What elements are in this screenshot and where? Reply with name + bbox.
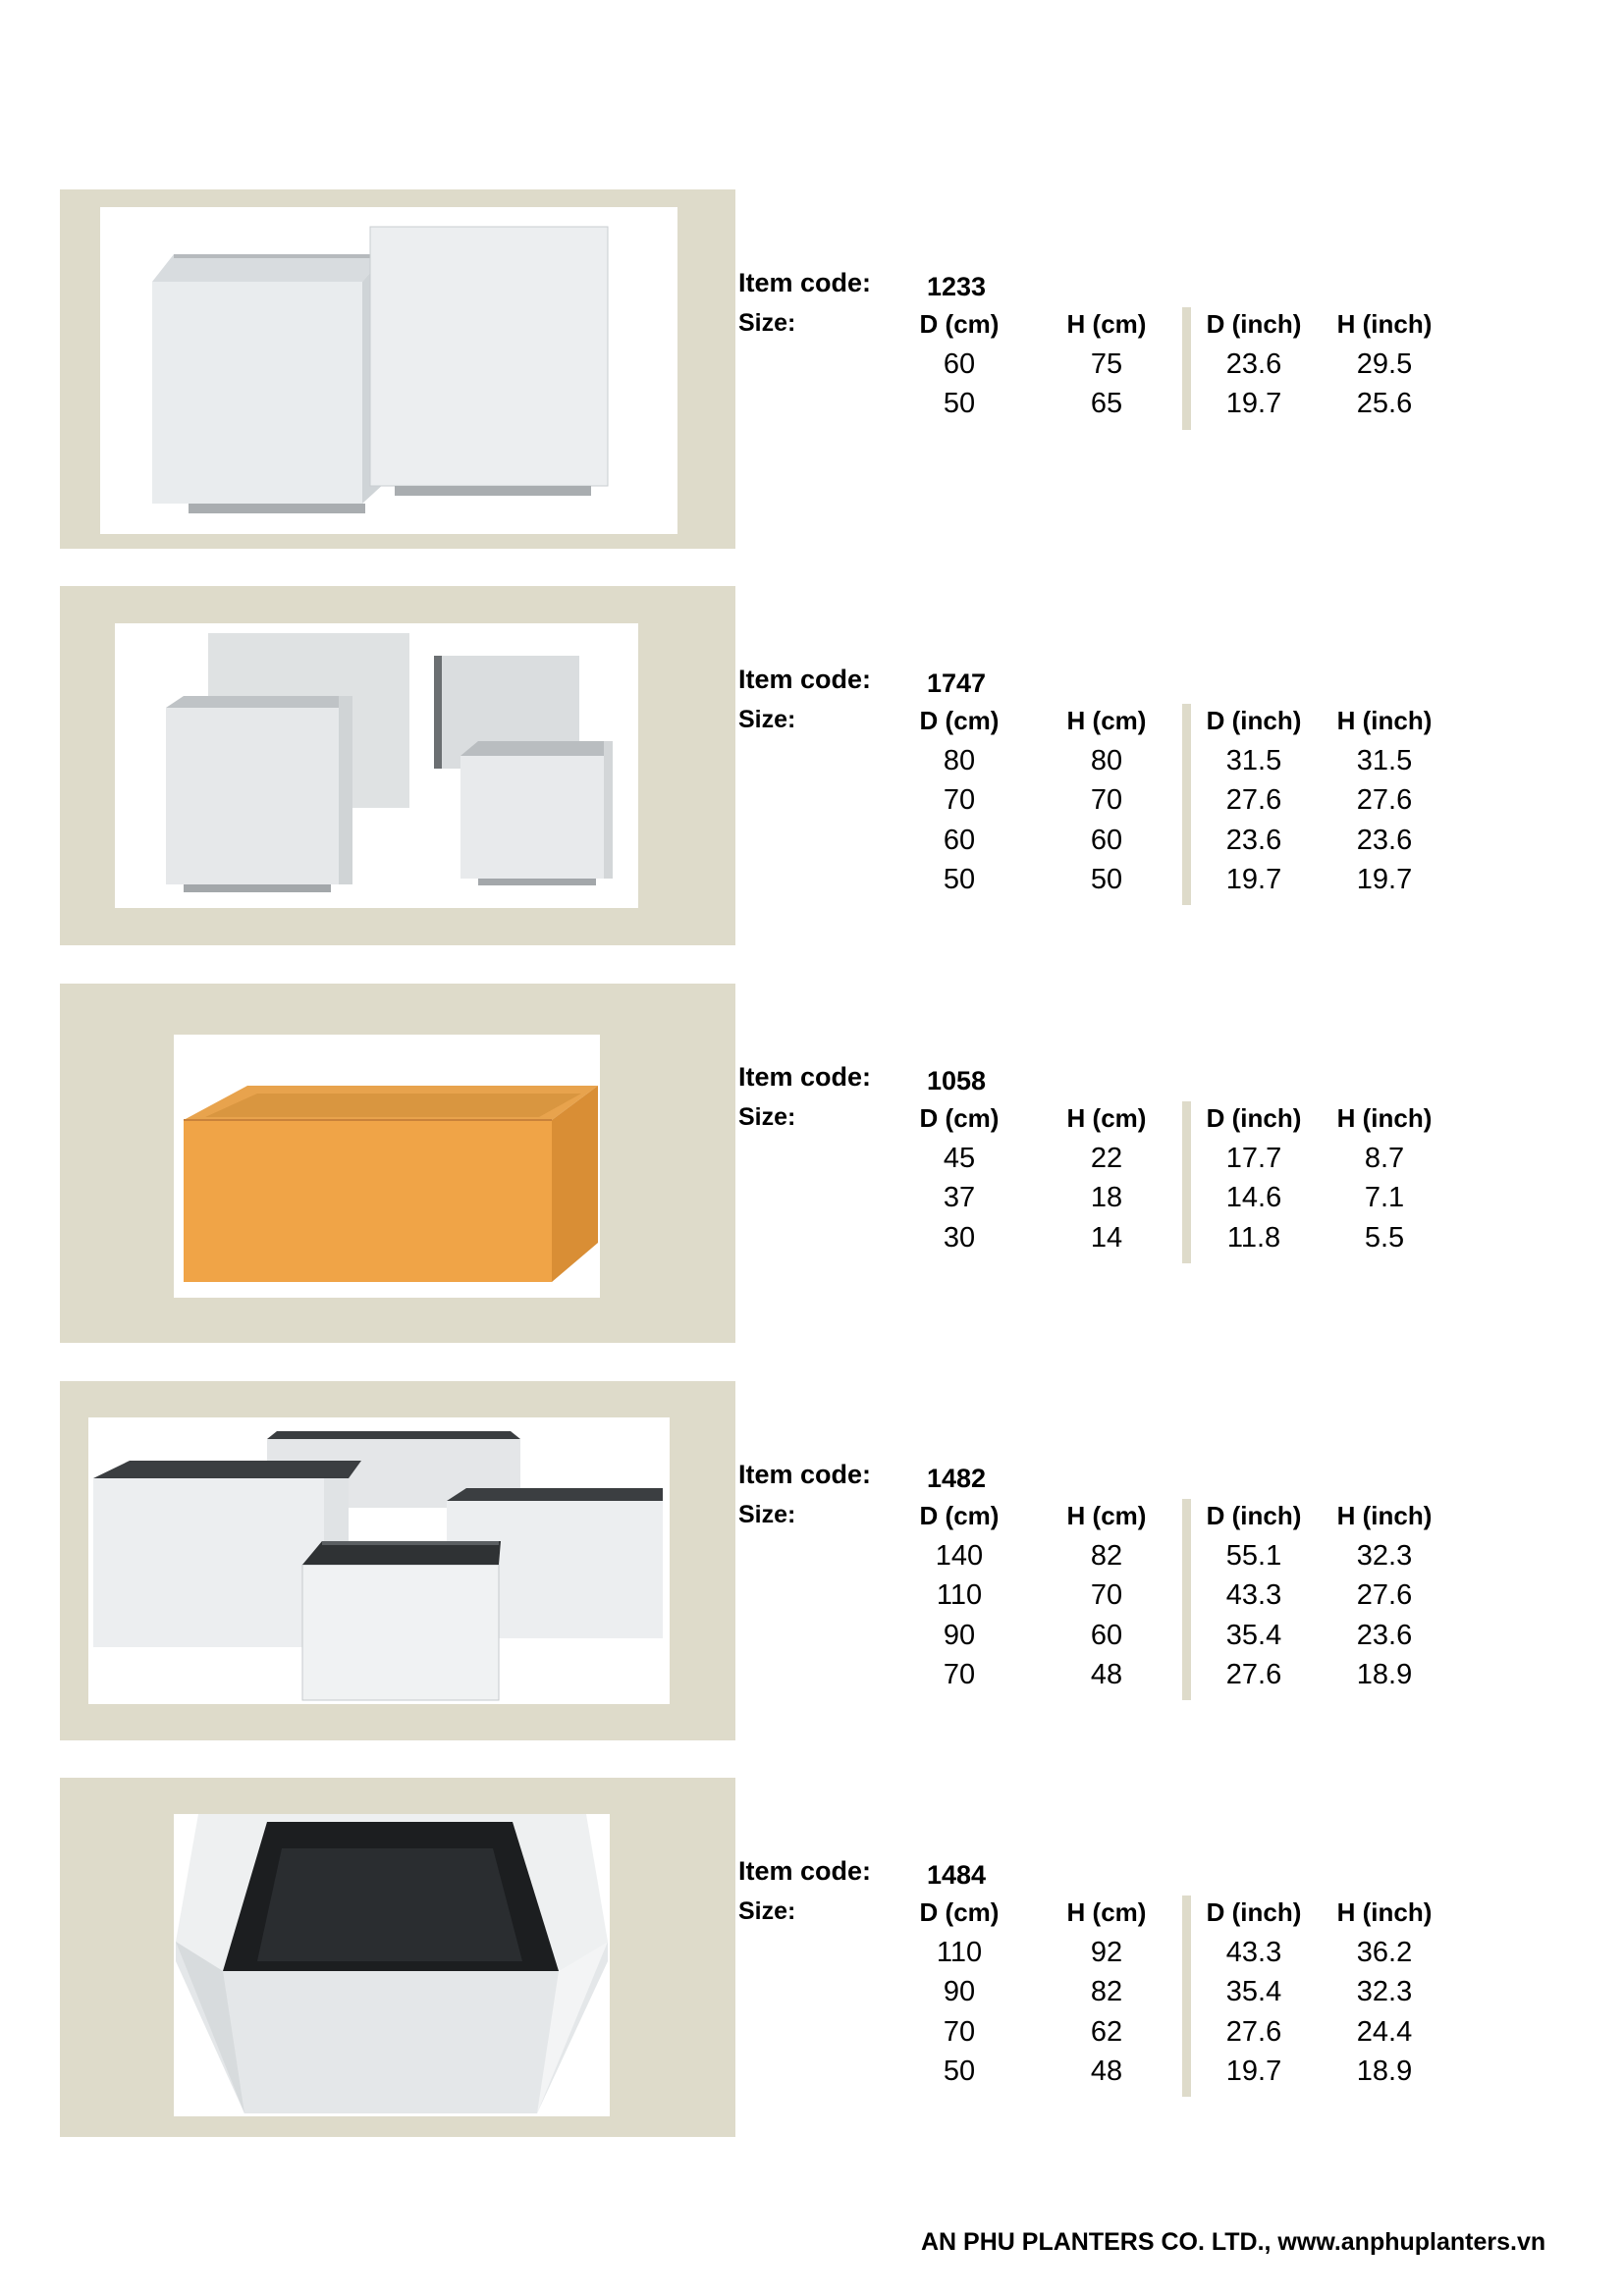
spec-table	[738, 268, 1485, 504]
cell: 30	[943, 1222, 976, 1254]
cell: 50	[1090, 864, 1123, 895]
cell: 75	[1090, 348, 1123, 380]
cell: 19.7	[1225, 864, 1282, 895]
col-header-h-inch: H (inch)	[1336, 1501, 1433, 1530]
col-header-h-cm: H (cm)	[1066, 1897, 1147, 1927]
cell: 24.4	[1356, 2016, 1413, 2048]
size-label: Size:	[738, 1897, 796, 1925]
item-code-label: Item code:	[738, 1856, 872, 1886]
cell: 82	[1090, 1540, 1123, 1572]
col-header-d-cm: D (cm)	[919, 1897, 1000, 1927]
col-header-h-cm: H (cm)	[1066, 309, 1147, 339]
col-header-d-inch: D (inch)	[1206, 706, 1302, 735]
col-header-h-inch: H (inch)	[1336, 1897, 1433, 1927]
cell: 60	[1090, 825, 1123, 856]
cell: 82	[1090, 1976, 1123, 2007]
col-header-d-inch: D (inch)	[1206, 1103, 1302, 1133]
cell: 48	[1090, 1659, 1123, 1690]
cell: 25.6	[1356, 388, 1413, 419]
cell: 18	[1090, 1182, 1123, 1213]
cell: 27.6	[1225, 2016, 1282, 2048]
size-label: Size:	[738, 706, 796, 733]
cell: 14.6	[1225, 1182, 1282, 1213]
col-header-h-cm: H (cm)	[1066, 706, 1147, 735]
product-1747	[0, 586, 1624, 945]
cell: 7.1	[1364, 1182, 1405, 1213]
item-code-value: 1482	[927, 1464, 987, 1493]
cell: 50	[943, 864, 976, 895]
cell: 60	[943, 348, 976, 380]
cell: 50	[943, 2056, 976, 2087]
cell: 27.6	[1225, 1659, 1282, 1690]
cell: 70	[943, 1659, 976, 1690]
spec-table	[738, 1062, 1485, 1298]
cell: 29.5	[1356, 348, 1413, 380]
item-code-value: 1058	[927, 1066, 987, 1095]
cell: 110	[936, 1937, 983, 1968]
product-1482	[0, 1381, 1624, 1740]
cell: 43.3	[1225, 1579, 1282, 1611]
col-header-h-inch: H (inch)	[1336, 706, 1433, 735]
cell: 60	[943, 825, 976, 856]
cell: 80	[943, 745, 976, 776]
cell: 70	[943, 784, 976, 816]
cell: 70	[1090, 784, 1123, 816]
cell: 140	[935, 1540, 984, 1572]
cell: 8.7	[1364, 1143, 1405, 1174]
col-header-d-inch: D (inch)	[1206, 1501, 1302, 1530]
cell: 48	[1090, 2056, 1123, 2087]
item-code-label: Item code:	[738, 1062, 872, 1092]
product-1058	[0, 984, 1624, 1343]
item-code-value: 1484	[927, 1860, 987, 1890]
product-photo	[88, 1417, 670, 1704]
col-header-d-inch: D (inch)	[1206, 1897, 1302, 1927]
col-header-d-cm: D (cm)	[919, 1501, 1000, 1530]
cell: 27.6	[1225, 784, 1282, 816]
cell: 19.7	[1225, 388, 1282, 419]
cell: 27.6	[1356, 784, 1413, 816]
cell: 43.3	[1225, 1937, 1282, 1968]
item-code-label: Item code:	[738, 268, 872, 297]
cell: 62	[1090, 2016, 1123, 2048]
cell: 50	[943, 388, 976, 419]
cell: 5.5	[1364, 1222, 1405, 1254]
item-code-value: 1233	[927, 272, 987, 301]
cell: 22	[1090, 1143, 1123, 1174]
cell: 19.7	[1356, 864, 1413, 895]
cell: 23.6	[1356, 825, 1413, 856]
cell: 90	[943, 1976, 976, 2007]
cell: 110	[936, 1579, 983, 1611]
cell: 35.4	[1225, 1620, 1282, 1651]
cell: 31.5	[1225, 745, 1282, 776]
product-1233	[0, 189, 1624, 549]
cell: 27.6	[1356, 1579, 1413, 1611]
cell: 23.6	[1225, 825, 1282, 856]
cell: 90	[943, 1620, 976, 1651]
cell: 60	[1090, 1620, 1123, 1651]
cell: 45	[943, 1143, 976, 1174]
col-header-d-cm: D (cm)	[919, 706, 1000, 735]
cell: 35.4	[1225, 1976, 1282, 2007]
cell: 36.2	[1356, 1937, 1413, 1968]
cell: 31.5	[1356, 745, 1413, 776]
cell: 17.7	[1225, 1143, 1282, 1174]
cell: 14	[1090, 1222, 1123, 1254]
cell: 32.3	[1356, 1540, 1413, 1572]
size-label: Size:	[738, 1501, 796, 1528]
col-header-h-inch: H (inch)	[1336, 1103, 1433, 1133]
cell: 18.9	[1356, 1659, 1413, 1690]
product-photo	[174, 1814, 610, 2116]
product-photo	[100, 207, 677, 534]
size-label: Size:	[738, 1103, 796, 1131]
cell: 65	[1090, 388, 1123, 419]
col-header-h-inch: H (inch)	[1336, 309, 1433, 339]
item-code-value: 1747	[927, 668, 987, 698]
col-header-d-cm: D (cm)	[919, 1103, 1000, 1133]
spec-table	[738, 665, 1485, 900]
item-code-label: Item code:	[738, 665, 872, 694]
cell: 18.9	[1356, 2056, 1413, 2087]
col-header-d-inch: D (inch)	[1206, 309, 1302, 339]
item-code-label: Item code:	[738, 1460, 872, 1489]
col-header-h-cm: H (cm)	[1066, 1103, 1147, 1133]
cell: 92	[1090, 1937, 1123, 1968]
cell: 11.8	[1226, 1222, 1281, 1254]
cell: 32.3	[1356, 1976, 1413, 2007]
col-header-d-cm: D (cm)	[919, 309, 1000, 339]
cell: 37	[943, 1182, 976, 1213]
cell: 23.6	[1225, 348, 1282, 380]
cell: 80	[1090, 745, 1123, 776]
cell: 23.6	[1356, 1620, 1413, 1651]
spec-table	[738, 1460, 1485, 1695]
spec-table	[738, 1856, 1485, 2092]
product-1484	[0, 1778, 1624, 2137]
cell: 70	[943, 2016, 976, 2048]
cell: 19.7	[1225, 2056, 1282, 2087]
product-photo	[115, 623, 638, 908]
product-photo	[174, 1035, 600, 1298]
company-footer: AN PHU PLANTERS CO. LTD., www.anphuplanters.vn	[921, 2228, 1546, 2256]
size-label: Size:	[738, 309, 796, 337]
cell: 55.1	[1225, 1540, 1282, 1572]
cell: 70	[1090, 1579, 1123, 1611]
col-header-h-cm: H (cm)	[1066, 1501, 1147, 1530]
